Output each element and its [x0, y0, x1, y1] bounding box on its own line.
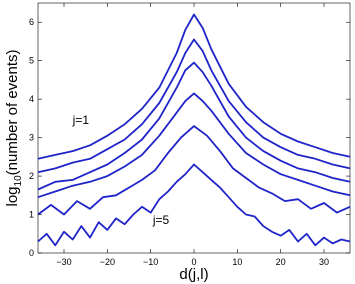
x-tick-label: −20: [99, 257, 115, 267]
x-tick-label: 30: [318, 257, 330, 267]
x-tick-label: −10: [143, 257, 159, 267]
y-tick-label: 4: [28, 94, 34, 105]
x-tick-label: 0: [191, 257, 197, 267]
series-line-1: [38, 15, 350, 159]
series-line-4: [38, 93, 350, 197]
y-tick-label: 3: [28, 132, 34, 143]
y-tick-label: 2: [28, 171, 34, 182]
annotation-j1: j=1: [72, 113, 90, 128]
y-tick-label: 0: [28, 248, 34, 258]
series-layer: [38, 15, 350, 246]
x-axis-label: d(j,l): [179, 266, 209, 283]
series-line-2: [38, 40, 350, 173]
y-ticks: [29, 17, 350, 258]
x-tick-label: 10: [232, 257, 243, 267]
x-tick-label: −30: [56, 257, 72, 267]
y-tick-label: 1: [28, 209, 34, 220]
x-tick-label: 20: [275, 257, 286, 267]
annotation-j5: j=5: [152, 213, 170, 228]
y-axis-label: $\log_{10}(number$ of events): [4, 49, 24, 207]
y-tick-label: 6: [28, 17, 34, 28]
y-tick-label: 5: [28, 55, 34, 66]
